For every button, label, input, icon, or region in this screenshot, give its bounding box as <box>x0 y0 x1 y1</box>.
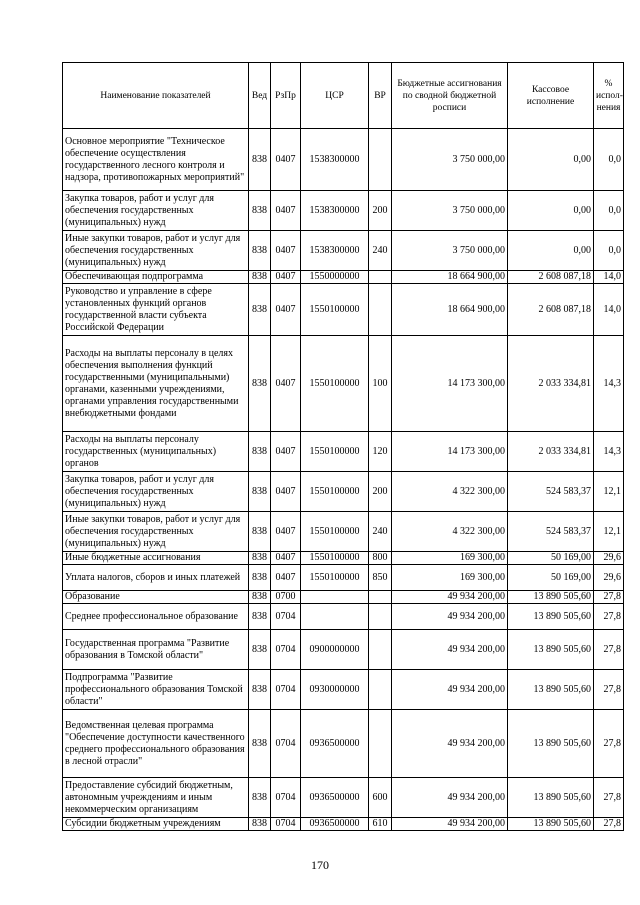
cell-rzpr: 0704 <box>271 670 301 710</box>
cell-csr: 1550100000 <box>301 472 369 512</box>
cell-vr <box>369 604 392 630</box>
cell-vr: 240 <box>369 512 392 552</box>
cell-ved: 838 <box>249 591 271 604</box>
cell-ved: 838 <box>249 565 271 591</box>
cell-percent: 27,8 <box>594 778 624 818</box>
cell-cash: 50 169,00 <box>508 552 594 565</box>
cell-vr: 200 <box>369 472 392 512</box>
cell-vr: 850 <box>369 565 392 591</box>
cell-cash: 13 890 505,60 <box>508 630 594 670</box>
cell-csr: 1550100000 <box>301 552 369 565</box>
cell-ved: 838 <box>249 778 271 818</box>
cell-percent: 12,1 <box>594 512 624 552</box>
cell-rzpr: 0407 <box>271 472 301 512</box>
cell-percent: 29,6 <box>594 552 624 565</box>
cell-vr <box>369 129 392 191</box>
cell-ved: 838 <box>249 129 271 191</box>
cell-cash: 13 890 505,60 <box>508 778 594 818</box>
cell-cash: 2 608 087,18 <box>508 271 594 284</box>
table-row <box>63 604 624 630</box>
cell-name: Расходы на выплаты персоналу в целях обеспечения выполнения функций государственными (муниципальными) органами, казенными учреждениями, органами управления государственными внебюджетными фондами <box>63 336 249 432</box>
table-row <box>63 336 624 432</box>
cell-ved: 838 <box>249 271 271 284</box>
table-row <box>63 710 624 778</box>
cell-csr <box>301 591 369 604</box>
cell-csr: 1550100000 <box>301 565 369 591</box>
cell-rzpr: 0704 <box>271 604 301 630</box>
cell-name: Уплата налогов, сборов и иных платежей <box>63 565 249 591</box>
budget-table <box>62 62 624 831</box>
cell-percent: 0,0 <box>594 231 624 271</box>
table-row <box>63 591 624 604</box>
header-vr: ВР <box>369 63 392 129</box>
cell-cash: 13 890 505,60 <box>508 591 594 604</box>
cell-cash: 50 169,00 <box>508 565 594 591</box>
cell-vr: 200 <box>369 191 392 231</box>
cell-cash: 13 890 505,60 <box>508 710 594 778</box>
cell-budget: 14 173 300,00 <box>392 336 508 432</box>
cell-rzpr: 0700 <box>271 591 301 604</box>
page-number: 170 <box>311 858 329 872</box>
cell-budget: 169 300,00 <box>392 552 508 565</box>
cell-percent: 0,0 <box>594 129 624 191</box>
cell-csr: 1538300000 <box>301 129 369 191</box>
cell-cash: 2 033 334,81 <box>508 432 594 472</box>
cell-budget: 18 664 900,00 <box>392 271 508 284</box>
cell-budget: 49 934 200,00 <box>392 591 508 604</box>
cell-vr <box>369 271 392 284</box>
cell-csr: 1550100000 <box>301 284 369 336</box>
cell-cash: 524 583,37 <box>508 472 594 512</box>
table-header-row <box>63 63 624 129</box>
cell-name: Государственная программа "Развитие образования в Томской области" <box>63 630 249 670</box>
cell-name: Образование <box>63 591 249 604</box>
cell-percent: 27,8 <box>594 591 624 604</box>
cell-percent: 12,1 <box>594 472 624 512</box>
header-rzpr: РзПр <box>271 63 301 129</box>
cell-rzpr: 0704 <box>271 630 301 670</box>
cell-ved: 838 <box>249 472 271 512</box>
cell-name: Руководство и управление в сфере установленных функций органов государственной власти субъекта Российской Федерации <box>63 284 249 336</box>
cell-name: Иные закупки товаров, работ и услуг для обеспечения государственных (муниципальных) нужд <box>63 512 249 552</box>
cell-csr: 1550100000 <box>301 432 369 472</box>
cell-budget: 4 322 300,00 <box>392 472 508 512</box>
cell-budget: 49 934 200,00 <box>392 604 508 630</box>
table-row <box>63 630 624 670</box>
header-ved: Вед <box>249 63 271 129</box>
table-row <box>63 231 624 271</box>
cell-percent: 29,6 <box>594 565 624 591</box>
cell-ved: 838 <box>249 710 271 778</box>
cell-csr: 1550100000 <box>301 336 369 432</box>
cell-rzpr: 0407 <box>271 512 301 552</box>
cell-budget: 3 750 000,00 <box>392 231 508 271</box>
cell-percent: 27,8 <box>594 818 624 831</box>
cell-ved: 838 <box>249 512 271 552</box>
cell-csr: 0936500000 <box>301 778 369 818</box>
cell-percent: 14,3 <box>594 336 624 432</box>
cell-percent: 0,0 <box>594 191 624 231</box>
cell-csr: 1550000000 <box>301 271 369 284</box>
table-row <box>63 670 624 710</box>
cell-name: Ведомственная целевая программа "Обеспечение доступности качественного среднего профессионального образования в лесной отрасли" <box>63 710 249 778</box>
cell-vr <box>369 630 392 670</box>
cell-percent: 27,8 <box>594 630 624 670</box>
table-row <box>63 432 624 472</box>
cell-csr: 1538300000 <box>301 231 369 271</box>
table-row <box>63 565 624 591</box>
cell-budget: 3 750 000,00 <box>392 129 508 191</box>
cell-name: Закупка товаров, работ и услуг для обеспечения государственных (муниципальных) нужд <box>63 191 249 231</box>
header-cash: Кассовое исполнение <box>508 63 594 129</box>
cell-cash: 524 583,37 <box>508 512 594 552</box>
cell-budget: 4 322 300,00 <box>392 512 508 552</box>
cell-csr: 0930000000 <box>301 670 369 710</box>
cell-ved: 838 <box>249 432 271 472</box>
cell-ved: 838 <box>249 552 271 565</box>
table-body <box>63 129 624 831</box>
cell-csr: 1550100000 <box>301 512 369 552</box>
cell-cash: 0,00 <box>508 191 594 231</box>
cell-rzpr: 0407 <box>271 565 301 591</box>
cell-ved: 838 <box>249 670 271 710</box>
cell-vr: 800 <box>369 552 392 565</box>
cell-rzpr: 0407 <box>271 284 301 336</box>
cell-budget: 49 934 200,00 <box>392 670 508 710</box>
cell-name: Подпрограмма "Развитие профессионального образования Томской области" <box>63 670 249 710</box>
cell-cash: 2 033 334,81 <box>508 336 594 432</box>
cell-ved: 838 <box>249 604 271 630</box>
cell-csr: 0936500000 <box>301 710 369 778</box>
cell-name: Основное мероприятие "Техническое обеспечение осуществления государственного лесного контроля и надзора, противопожарных мероприятий" <box>63 129 249 191</box>
table-row <box>63 271 624 284</box>
table-row <box>63 512 624 552</box>
cell-budget: 14 173 300,00 <box>392 432 508 472</box>
table-row <box>63 191 624 231</box>
cell-cash: 0,00 <box>508 129 594 191</box>
cell-percent: 27,8 <box>594 604 624 630</box>
cell-vr: 240 <box>369 231 392 271</box>
cell-cash: 13 890 505,60 <box>508 670 594 710</box>
cell-rzpr: 0407 <box>271 191 301 231</box>
cell-ved: 838 <box>249 336 271 432</box>
cell-csr: 0900000000 <box>301 630 369 670</box>
cell-vr: 100 <box>369 336 392 432</box>
cell-name: Субсидии бюджетным учреждениям <box>63 818 249 831</box>
cell-name: Иные бюджетные ассигнования <box>63 552 249 565</box>
cell-percent: 14,3 <box>594 432 624 472</box>
cell-rzpr: 0407 <box>271 432 301 472</box>
cell-ved: 838 <box>249 191 271 231</box>
header-csr: ЦСР <box>301 63 369 129</box>
cell-cash: 13 890 505,60 <box>508 604 594 630</box>
cell-percent: 27,8 <box>594 670 624 710</box>
cell-rzpr: 0407 <box>271 336 301 432</box>
table-row <box>63 552 624 565</box>
table-row <box>63 818 624 831</box>
cell-vr: 610 <box>369 818 392 831</box>
cell-vr <box>369 591 392 604</box>
cell-name: Закупка товаров, работ и услуг для обеспечения государственных (муниципальных) нужд <box>63 472 249 512</box>
cell-budget: 3 750 000,00 <box>392 191 508 231</box>
cell-name: Предоставление субсидий бюджетным, автономным учреждениям и иным некоммерческим организациям <box>63 778 249 818</box>
cell-name: Иные закупки товаров, работ и услуг для обеспечения государственных (муниципальных) нужд <box>63 231 249 271</box>
cell-rzpr: 0407 <box>271 129 301 191</box>
cell-budget: 49 934 200,00 <box>392 630 508 670</box>
header-percent: % испол-нения <box>594 63 624 129</box>
header-budget: Бюджетные ассигнования по сводной бюджетной росписи <box>392 63 508 129</box>
cell-rzpr: 0704 <box>271 710 301 778</box>
cell-vr <box>369 670 392 710</box>
cell-name: Расходы на выплаты персоналу государственных (муниципальных) органов <box>63 432 249 472</box>
table-row <box>63 129 624 191</box>
cell-percent: 14,0 <box>594 284 624 336</box>
cell-budget: 49 934 200,00 <box>392 778 508 818</box>
cell-percent: 27,8 <box>594 710 624 778</box>
table-row <box>63 472 624 512</box>
cell-ved: 838 <box>249 818 271 831</box>
cell-budget: 18 664 900,00 <box>392 284 508 336</box>
cell-ved: 838 <box>249 630 271 670</box>
cell-vr <box>369 284 392 336</box>
cell-vr: 120 <box>369 432 392 472</box>
cell-budget: 169 300,00 <box>392 565 508 591</box>
cell-vr <box>369 710 392 778</box>
table-row <box>63 284 624 336</box>
table-row <box>63 778 624 818</box>
cell-csr: 0936500000 <box>301 818 369 831</box>
cell-cash: 13 890 505,60 <box>508 818 594 831</box>
cell-rzpr: 0407 <box>271 552 301 565</box>
cell-rzpr: 0704 <box>271 778 301 818</box>
cell-vr: 600 <box>369 778 392 818</box>
cell-budget: 49 934 200,00 <box>392 818 508 831</box>
cell-csr: 1538300000 <box>301 191 369 231</box>
cell-csr <box>301 604 369 630</box>
cell-ved: 838 <box>249 284 271 336</box>
cell-name: Среднее профессиональное образование <box>63 604 249 630</box>
cell-ved: 838 <box>249 231 271 271</box>
cell-rzpr: 0407 <box>271 231 301 271</box>
cell-cash: 2 608 087,18 <box>508 284 594 336</box>
cell-cash: 0,00 <box>508 231 594 271</box>
cell-rzpr: 0704 <box>271 818 301 831</box>
cell-name: Обеспечивающая подпрограмма <box>63 271 249 284</box>
header-name: Наименование показателей <box>63 63 249 129</box>
cell-rzpr: 0407 <box>271 271 301 284</box>
cell-budget: 49 934 200,00 <box>392 710 508 778</box>
cell-percent: 14,0 <box>594 271 624 284</box>
